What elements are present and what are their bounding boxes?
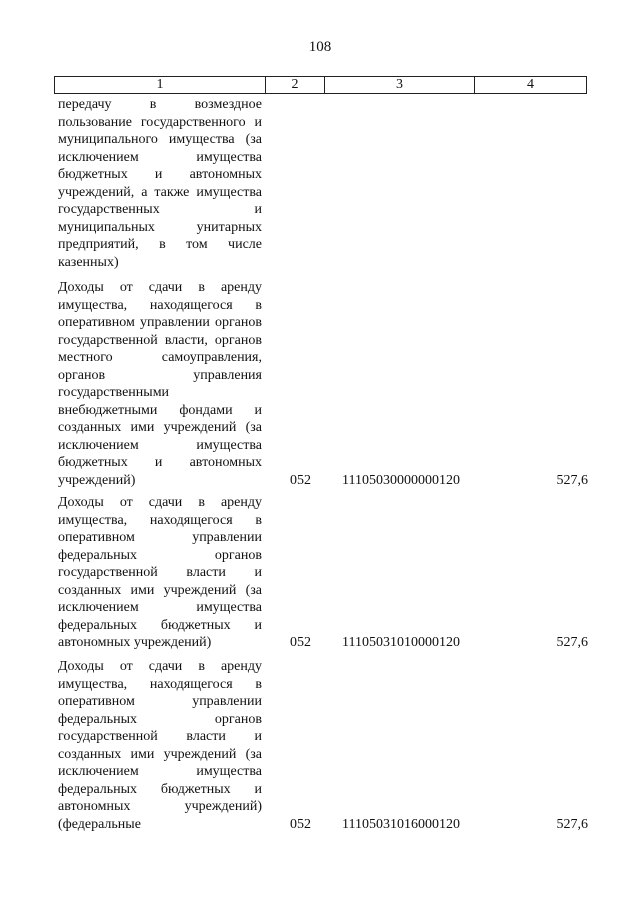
table-row bbox=[58, 279, 588, 489]
table-row bbox=[58, 658, 588, 833]
row-code: 052 bbox=[290, 635, 311, 650]
column-header-3: 3 bbox=[325, 77, 475, 93]
table-header-row bbox=[54, 76, 587, 94]
row-description: Доходы от сдачи в аренду имущества, находящегося в оперативном управлении федеральных органов государственной власти и созданных ими учреждений (за исключением имущества федеральных бюджетных и автономных учреждений) (федеральные bbox=[58, 659, 262, 832]
row-amount: 527,6 bbox=[556, 472, 588, 488]
row-amount: 527,6 bbox=[556, 635, 588, 650]
row-code: 052 bbox=[290, 816, 311, 832]
row-description: передачу в возмездное пользование государственного и муниципального имущества (за исключением имущества бюджетных и автономных учреждений, а также имущества государственных и муниципальных унитарных предприятий, в том числе казенных) bbox=[58, 97, 262, 270]
table-row bbox=[58, 96, 588, 271]
row-kbk: 11105031010000120 bbox=[342, 635, 460, 650]
row-kbk: 11105031016000120 bbox=[342, 816, 460, 832]
row-kbk: 11105030000000120 bbox=[342, 472, 460, 488]
column-header-4: 4 bbox=[527, 77, 534, 92]
row-description: Доходы от сдачи в аренду имущества, находящегося в оперативном управлении федеральных органов государственной власти и созданных ими учреждений (за исключением имущества федеральных бюджетных и автономных учреждений) bbox=[58, 495, 262, 650]
row-description: Доходы от сдачи в аренду имущества, находящегося в оперативном управлении органов государственной власти, органов местного самоуправления, органов управления государственными внебюджетными фондами и созданных ими учреждений (за исключением имущества бюджетных и автономных учреждений) bbox=[58, 280, 262, 488]
table-row bbox=[58, 494, 588, 652]
row-code: 052 bbox=[290, 472, 311, 488]
row-amount: 527,6 bbox=[556, 816, 588, 832]
column-header-1: 1 bbox=[55, 77, 266, 93]
column-header-2: 2 bbox=[266, 77, 325, 93]
page-number: 108 bbox=[308, 39, 332, 55]
